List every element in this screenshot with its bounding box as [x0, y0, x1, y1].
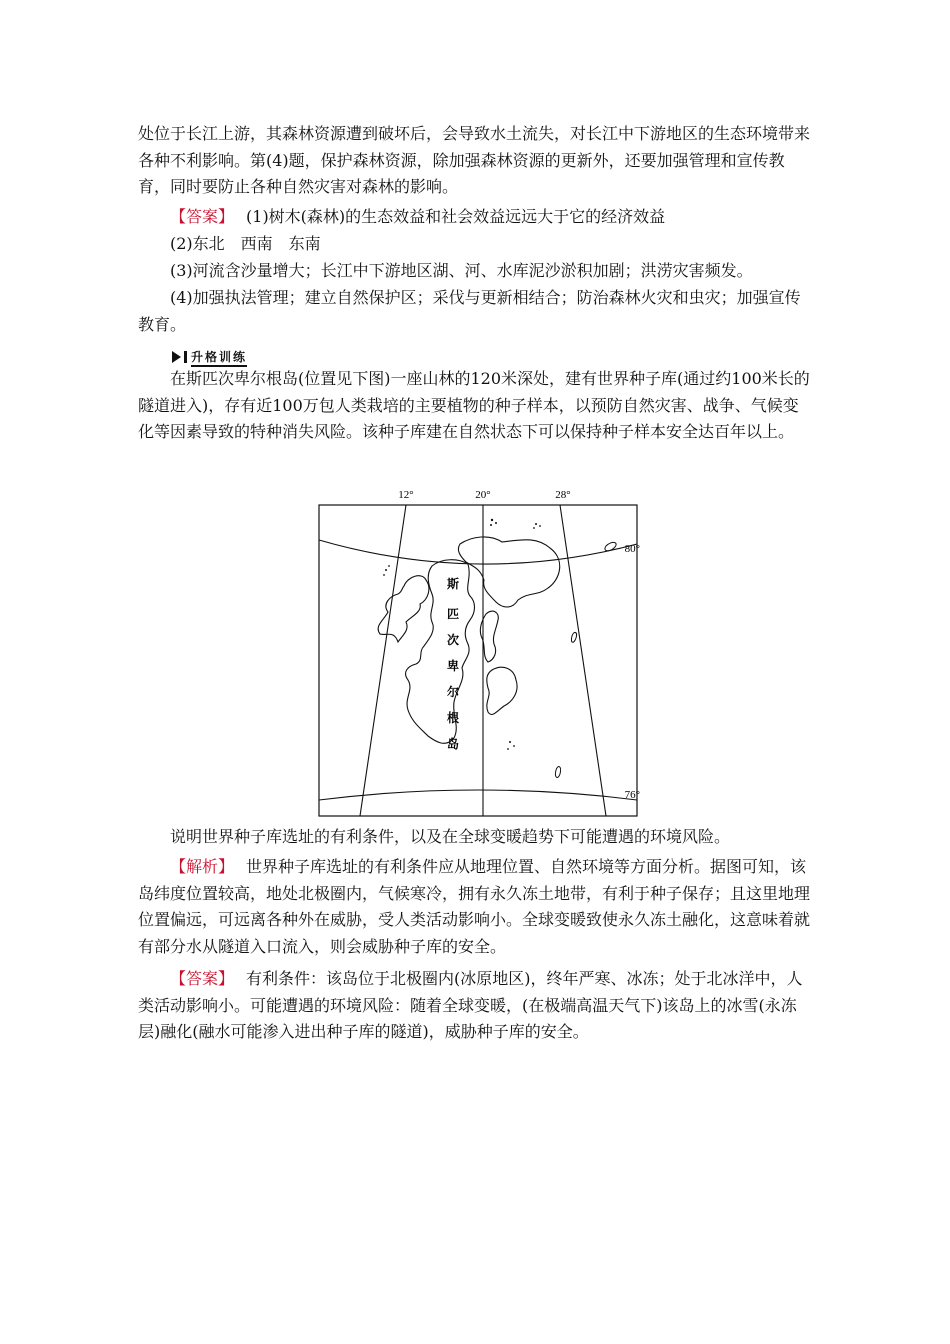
- section-title: 升格训练: [191, 348, 247, 367]
- island-name-char: 岛: [446, 737, 460, 751]
- island-name-char: 根: [446, 711, 460, 725]
- west-spitsbergen-north: [378, 576, 429, 642]
- analysis-text: 世界种子库选址的有利条件应从地理位置、自然环境等方面分析。据图可知，该岛纬度位置较高，地处北极圈内，气候寒冷，拥有永久冻土地带，有利于种子保存；且这里地理位置偏远，可远离各种外在威胁，受人类活动影响小。全球变暖致使永久冻土融化，这意味着就有部分水从隧道入口流入，则会威胁种子库的安全。: [138, 857, 811, 956]
- island-name-char: 匹: [446, 607, 460, 621]
- nordaustlandet-island: [458, 537, 559, 607]
- edgeoya-island: [487, 667, 517, 714]
- spitsbergen-main: [406, 560, 475, 744]
- lon-label-12: 12°: [398, 489, 414, 501]
- analysis-paragraph: [138, 854, 810, 960]
- answer-2-text: 有利条件：该岛位于北极圈内(冰原地区)，终年严寒、冰冻；处于北冰洋中，人类活动影响小。可能遭遇的环境风险：随着全球变暖，(在极端高温天气下)该岛上的冰雪(永冻层)融化(融水可能渗入进出种子库的隧道)，威胁种子库的安全。: [138, 969, 803, 1041]
- lon-label-28: 28°: [555, 489, 571, 501]
- island-name-char: 斯: [446, 577, 460, 591]
- meridian-28: [560, 505, 606, 816]
- lat-label-76: 76°: [624, 789, 640, 801]
- answer-2-paragraph: [138, 966, 810, 1046]
- bar-icon: [184, 351, 187, 363]
- island-name-char: 次: [446, 633, 460, 647]
- question-paragraph: 在斯匹次卑尔根岛(位置见下图)一座山林的120米深处，建有世界种子库(通过约100米长的隧道进入)，存有近100万包人类栽培的主要植物的种子样本，以预防自然灾害、战争、气候变化等因素导致的特种消失风险。该种子库建在自然状态下可以保持种子样本安全达百年以上。: [138, 369, 810, 441]
- island-name-char: 卑: [446, 659, 460, 673]
- answer-tag: 【答案】: [170, 207, 235, 226]
- answer-1-line-3: (3)河流含沙量增大；长江中下游地区湖、河、水库泥沙淤积加剧；洪涝灾害频发。: [170, 261, 753, 280]
- intro-paragraph: 处位于长江上游，其森林资源遭到破坏后，会导致水土流失，对长江中下游地区的生态环境带来各种不利影响。第(4)题，保护森林资源，除加强森林资源的更新外，还要加强管理和宣传教育，同时要防止各种自然灾害对森林的影响。: [138, 124, 811, 196]
- prompt-paragraph: 说明世界种子库选址的有利条件，以及在全球变暖趋势下可能遭遇的环境风险。: [170, 827, 731, 846]
- answer-1-text-1: (1)树木(森林)的生态效益和社会效益远远大于它的经济效益: [246, 207, 666, 226]
- parallel-80: [319, 540, 637, 564]
- small-island-south: [555, 767, 560, 778]
- arrow-icon: [172, 351, 181, 363]
- answer-1-line-4: (4)加强执法管理；建立自然保护区；采伐与更新相结合；防治森林火灾和虫灾；加强宣传教育。: [138, 288, 801, 334]
- section-heading: [172, 349, 247, 365]
- analysis-tag: 【解析】: [170, 857, 235, 876]
- answer-1-line-2: (2)东北 西南 东南: [170, 234, 321, 253]
- parallel-76: [319, 790, 637, 800]
- small-island-east: [571, 632, 576, 642]
- lon-label-20: 20°: [475, 489, 491, 501]
- answer-1-line-1: [170, 204, 810, 231]
- island-name-char: 尔: [446, 685, 460, 699]
- islet-dots: [383, 519, 541, 750]
- svalbard-map: [316, 484, 640, 820]
- lat-label-80: 80°: [624, 543, 640, 555]
- answer-2-tag: 【答案】: [170, 969, 235, 988]
- island-name-vertical: [447, 576, 459, 751]
